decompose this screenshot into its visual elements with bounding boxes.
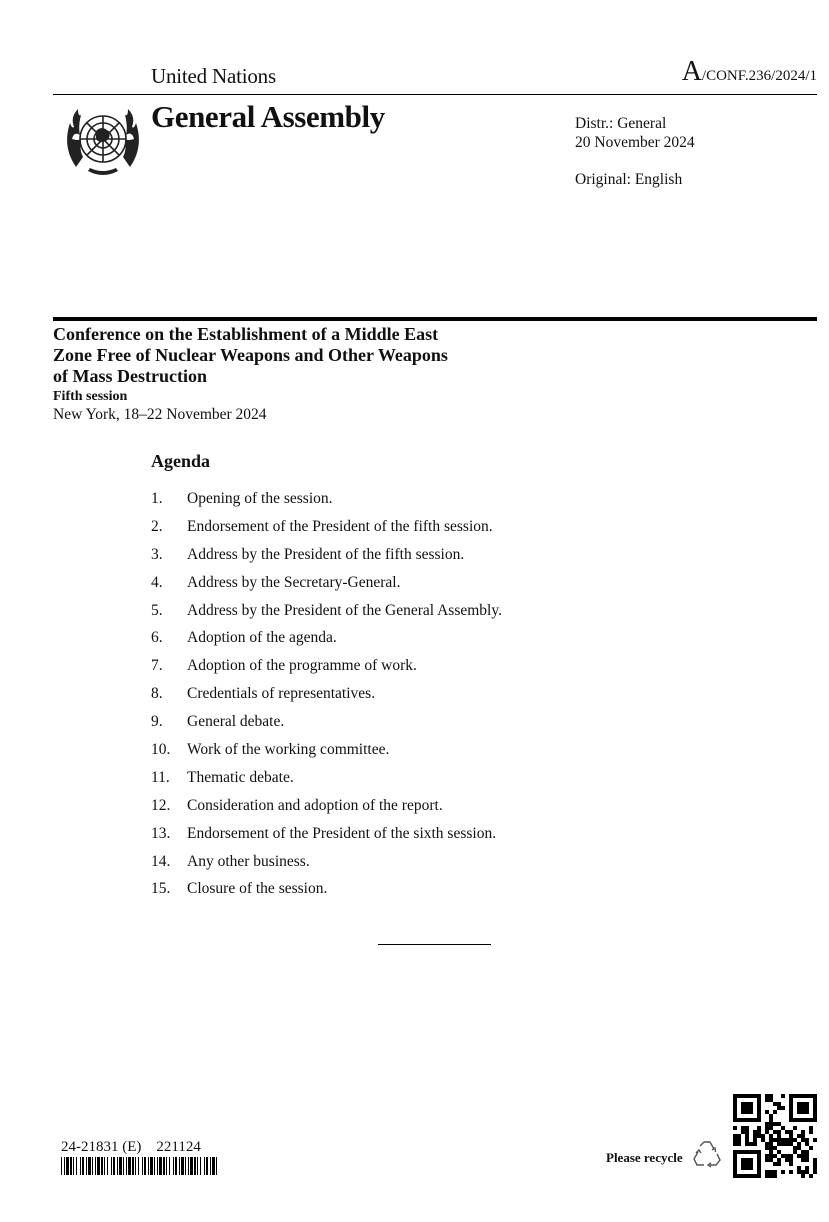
- agenda-item-text: Closure of the session.: [187, 880, 328, 898]
- job-number: 24-21831 (E) 221124: [61, 1139, 201, 1155]
- conference-title-line3: of Mass Destruction: [53, 366, 207, 386]
- conference-block: [53, 324, 448, 425]
- agenda-item: [151, 685, 502, 713]
- agenda-item-number: 15.: [151, 880, 171, 898]
- agenda-item: [151, 490, 502, 518]
- distribution-block: [575, 114, 695, 189]
- agenda-item-number: 8.: [151, 685, 163, 703]
- agenda-item: [151, 629, 502, 657]
- agenda-item-text: Opening of the session.: [187, 490, 333, 507]
- document-symbol-rest: /CONF.236/2024/1: [701, 68, 817, 84]
- agenda-item: [151, 797, 502, 825]
- agenda-item: [151, 825, 502, 853]
- agenda-item-text: General debate.: [187, 713, 285, 731]
- agenda-item-text: Endorsement of the President of the fifth session.: [187, 517, 493, 535]
- agenda-item-number: 2.: [151, 517, 163, 535]
- agenda-item: [151, 546, 502, 574]
- place-and-dates: New York, 18–22 November 2024: [53, 406, 267, 423]
- agenda-item: [151, 657, 502, 685]
- agenda-item-number: 12.: [151, 796, 171, 814]
- section-rule: [53, 317, 817, 321]
- agenda-item-text: Credentials of representatives.: [187, 685, 376, 703]
- agenda-item: [151, 602, 502, 630]
- body-name: General Assembly: [151, 99, 385, 134]
- agenda-item-text: Consideration and adoption of the report.: [187, 796, 443, 814]
- recycle-label: Please recycle: [606, 1150, 683, 1165]
- agenda-item-number: 9.: [151, 713, 163, 731]
- conference-title-line1: Conference on the Establishment of a Middle East: [53, 324, 439, 344]
- agenda-item-number: 5.: [151, 601, 163, 619]
- agenda-item: [151, 769, 502, 797]
- agenda-item-text: Adoption of the programme of work.: [187, 657, 417, 675]
- agenda-item: [151, 853, 502, 881]
- agenda-item-number: 13.: [151, 824, 171, 842]
- agenda-item-number: 1.: [151, 490, 163, 507]
- header-rule: [53, 94, 817, 95]
- agenda-item-number: 3.: [151, 545, 163, 563]
- agenda-item-number: 14.: [151, 852, 171, 870]
- agenda-item-number: 7.: [151, 657, 163, 675]
- conference-title-line2: Zone Free of Nuclear Weapons and Other Weapons: [53, 345, 448, 365]
- agenda-item-text: Endorsement of the President of the sixth session.: [187, 824, 497, 842]
- agenda-item: [151, 518, 502, 546]
- organization-name: United Nations: [151, 64, 276, 88]
- original-language: Original: English: [575, 171, 683, 188]
- qr-code-icon: [733, 1094, 817, 1178]
- agenda-item-text: Adoption of the agenda.: [187, 629, 337, 647]
- agenda-item: [151, 741, 502, 769]
- agenda-item-number: 4.: [151, 573, 163, 591]
- agenda-item-text: Address by the President of the General Assembly.: [187, 601, 502, 619]
- agenda-item-number: 10.: [151, 741, 171, 759]
- agenda-item-text: Work of the working committee.: [187, 741, 390, 759]
- agenda-item-text: Thematic debate.: [187, 768, 294, 786]
- agenda-item-number: 11.: [151, 768, 170, 786]
- agenda-item-number: 6.: [151, 629, 163, 647]
- barcode-icon: [61, 1157, 219, 1175]
- document-symbol: [682, 56, 817, 88]
- recycle-icon: [691, 1136, 723, 1168]
- agenda-item: [151, 713, 502, 741]
- document-symbol-prefix: A: [681, 56, 702, 87]
- document-date: 20 November 2024: [575, 134, 695, 151]
- agenda-item: [151, 574, 502, 602]
- end-separator-rule: [378, 944, 491, 945]
- session-label: Fifth session: [53, 389, 128, 404]
- agenda-item-text: Address by the Secretary-General.: [187, 573, 401, 591]
- distribution-status: Distr.: General: [575, 115, 667, 132]
- agenda-heading: Agenda: [151, 451, 211, 471]
- agenda-list: [151, 490, 502, 908]
- agenda-item-text: Any other business.: [187, 852, 310, 870]
- agenda-item: [151, 880, 502, 908]
- agenda-item-text: Address by the President of the fifth session.: [187, 545, 465, 563]
- un-emblem-icon: [58, 101, 148, 181]
